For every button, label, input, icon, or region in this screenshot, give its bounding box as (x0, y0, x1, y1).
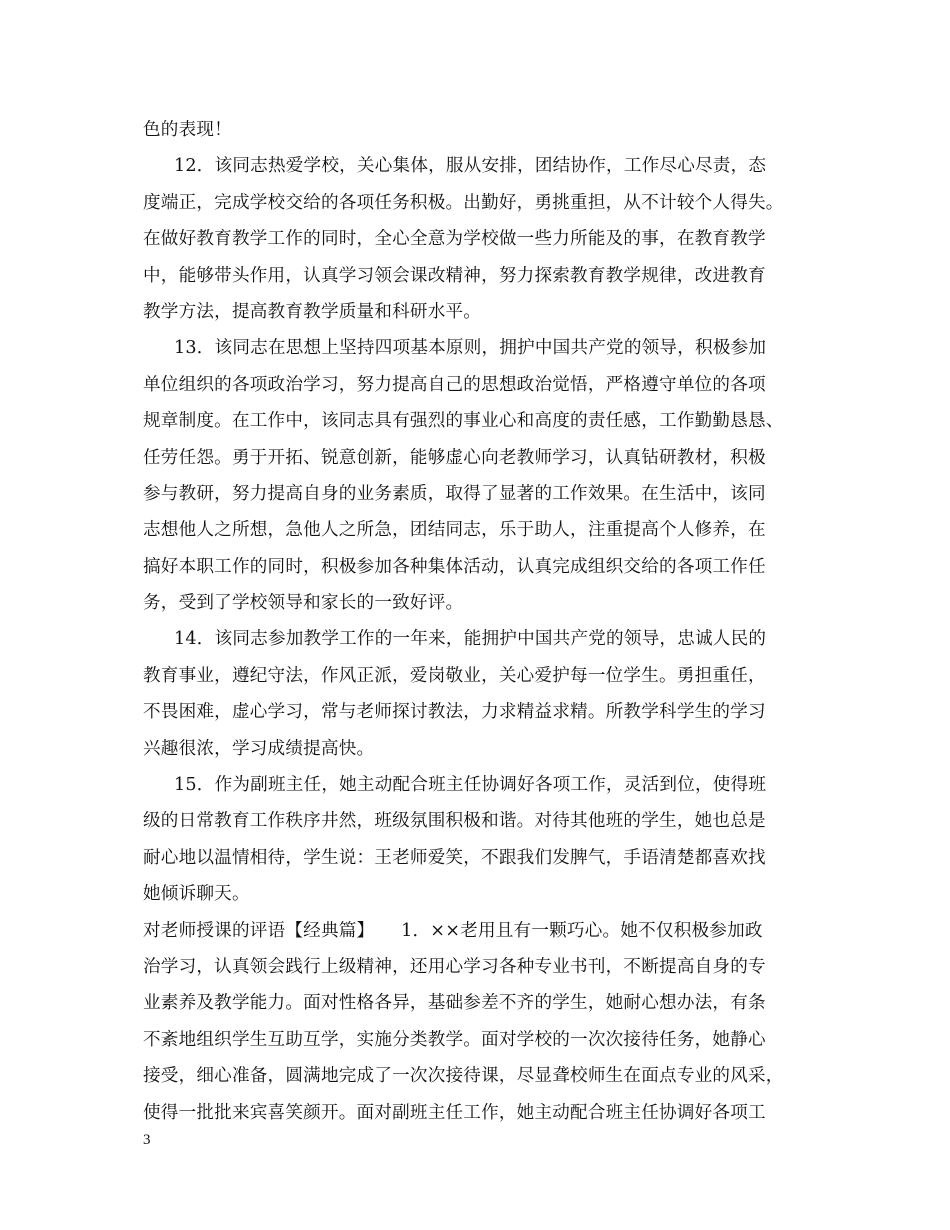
text-line: 中，能够带头作用，认真学习领会课改精神，努力探索教育教学规律，改进教育 (143, 265, 766, 286)
text-line: 教学方法，提高教育教学质量和科研水平。 (143, 301, 482, 322)
text-line: 治学习，认真领会践行上级精神，还用心学习各种专业书刊，不断提高自身的专 (143, 956, 766, 977)
text-line: 对老师授课的评语【经典篇】 1．××老用且有一颗巧心。她不仅积极参加政 (143, 920, 763, 941)
text-line: 业素养及教学能力。面对性格各异，基础参差不齐的学生，她耐心想办法，有条 (143, 993, 766, 1014)
text-line: 15．作为副班主任，她主动配合班主任协调好各项工作，灵活到位，使得班 (174, 775, 767, 796)
text-line: 耐心地以温情相待，学生说：王老师爱笑，不跟我们发脾气，手语清楚都喜欢找 (143, 847, 766, 868)
text-line: 规章制度。在工作中，该同志具有强烈的事业心和高度的责任感，工作勤勤恳恳、 (143, 411, 784, 432)
document-body (143, 112, 815, 1131)
text-line: 志想他人之所想，急他人之所急，团结同志，乐于助人，注重提高个人修养，在 (143, 520, 766, 541)
text-line: 不畏困难，虚心学习，常与老师探讨教法，力求精益求精。所教学科学生的学习 (143, 702, 766, 723)
text-line: 度端正，完成学校交给的各项任务积极。出勤好，勇挑重担，从不计较个人得失。 (143, 192, 784, 213)
text-line: 不紊地组织学生互助互学，实施分类教学。面对学校的一次次接待任务，她静心 (143, 1029, 766, 1050)
page-number: 3 (143, 1132, 151, 1148)
text-line: 搞好本职工作的同时，积极参加各种集体活动，认真完成组织交给的各项工作任 (143, 556, 766, 577)
text-line: 教育事业，遵纪守法，作风正派，爱岗敬业，关心爱护每一位学生。勇担重任， (143, 665, 766, 686)
text-line: 色的表现！ (143, 120, 232, 140)
text-line: 参与教研，努力提高自身的业务素质，取得了显著的工作效果。在生活中，该同 (143, 483, 766, 504)
text-line: 任劳任怨。勇于开拓、锐意创新，能够虚心向老教师学习，认真钻研教材，积极 (143, 447, 766, 468)
text-line: 她倾诉聊天。 (143, 884, 250, 905)
text-line: 务，受到了学校领导和家长的一致好评。 (143, 593, 464, 614)
text-line: 兴趣很浓，学习成绩提高快。 (143, 738, 375, 759)
text-line: 使得一批批来宾喜笑颜开。面对副班主任工作，她主动配合班主任协调好各项工 (143, 1102, 766, 1123)
text-line: 12．该同志热爱学校，关心集体，服从安排，团结协作，工作尽心尽责，态 (174, 156, 767, 177)
text-line: 级的日常教育工作秩序井然，班级氛围积极和谐。对待其他班的学生，她也总是 (143, 811, 766, 832)
text-line: 13．该同志在思想上坚持四项基本原则，拥护中国共产党的领导，积极参加 (174, 338, 767, 359)
text-line: 接受，细心准备，圆满地完成了一次次接待课，尽显聋校师生在面点专业的风采， (143, 1066, 784, 1087)
text-line: 在做好教育教学工作的同时，全心全意为学校做一些力所能及的事，在教育教学 (143, 229, 766, 250)
text-line: 14．该同志参加教学工作的一年来，能拥护中国共产党的领导，忠诚人民的 (174, 629, 767, 650)
text-line: 单位组织的各项政治学习，努力提高自己的思想政治觉悟，严格遵守单位的各项 (143, 374, 766, 395)
